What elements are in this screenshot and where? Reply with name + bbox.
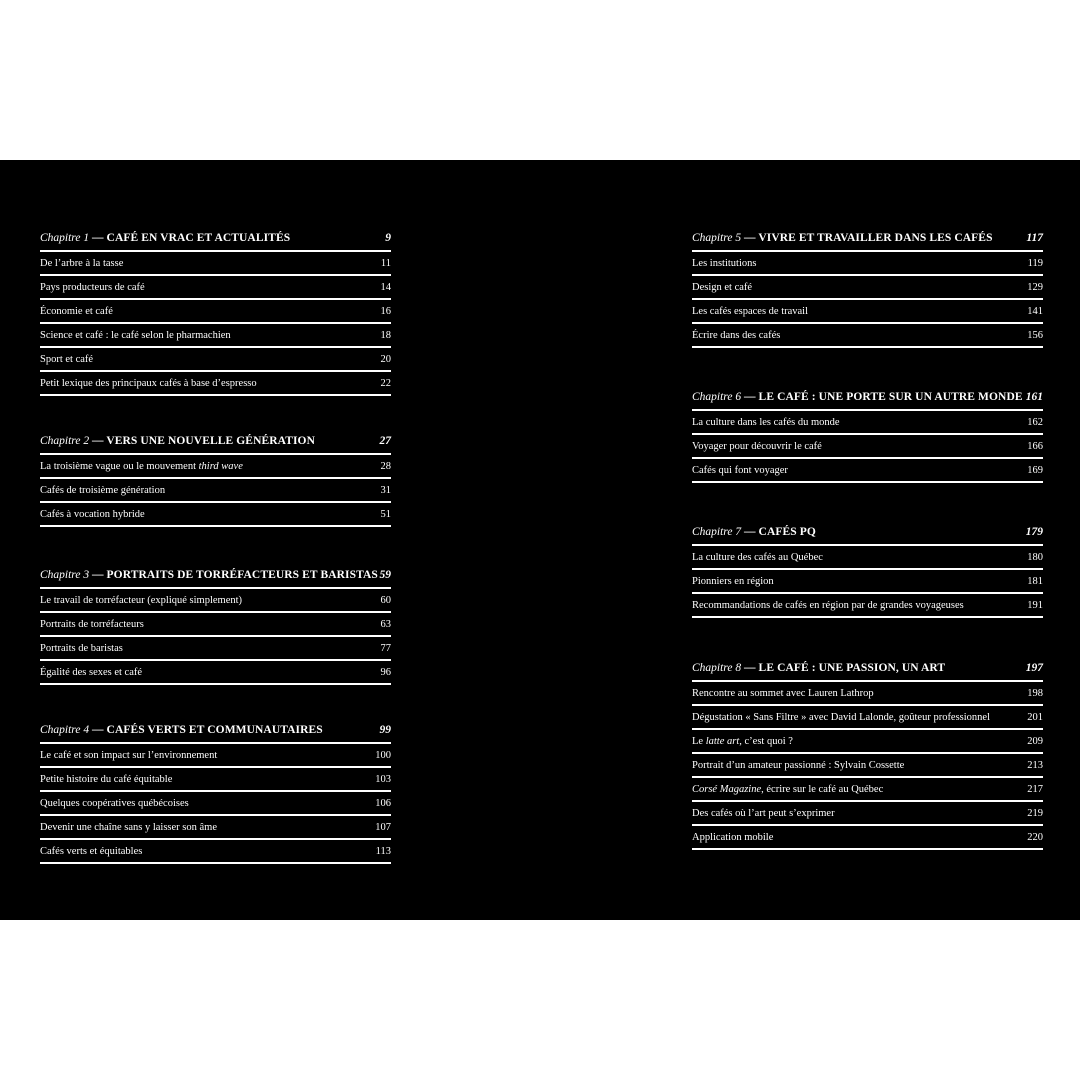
entry-title: Quelques coopératives québécoises (40, 798, 189, 809)
entry-title: La culture dans les cafés du monde (692, 417, 840, 428)
entry-page: 60 (380, 595, 391, 606)
book-spread (0, 160, 1080, 920)
entry-title: Cafés à vocation hybride (40, 509, 145, 520)
entry-title: Cafés qui font voyager (692, 465, 788, 476)
toc-entry (40, 816, 391, 840)
toc-entry (692, 730, 1043, 754)
entry-page: 63 (380, 619, 391, 630)
entry-title: Économie et café (40, 306, 113, 317)
chapter-5 (692, 231, 1043, 348)
entry-title: Écrire dans des cafés (692, 330, 781, 341)
chapter-number: Chapitre 3 (40, 569, 90, 581)
chapter-4 (40, 723, 391, 864)
toc-entry (40, 300, 391, 324)
entry-title: Recommandations de cafés en région par de grandes voyageuses (692, 600, 964, 611)
entry-page: 191 (1027, 600, 1043, 611)
entry-page: 28 (380, 461, 391, 472)
chapter-number: Chapitre 8 (692, 662, 742, 674)
chapter-heading: Chapitre 4 — CAFÉS VERTS ET COMMUNAUTAIRES 99 (40, 723, 391, 744)
entry-title: Devenir une chaîne sans y laisser son âme (40, 822, 217, 833)
toc-entry (692, 411, 1043, 435)
entry-title: Les institutions (692, 258, 757, 269)
entry-page: 113 (375, 846, 391, 857)
chapter-heading: Chapitre 3 — PORTRAITS DE TORRÉFACTEURS ET BARISTAS 59 (40, 568, 391, 589)
entry-title: Dégustation « Sans Filtre » avec David Lalonde, goûteur professionnel (692, 712, 991, 723)
entry-page: 22 (380, 378, 391, 389)
entry-page: 103 (375, 774, 391, 785)
chapter-heading: Chapitre 5 — VIVRE ET TRAVAILLER DANS LES CAFÉS 117 (692, 231, 1043, 252)
entry-page: 213 (1027, 760, 1043, 771)
toc-entry (692, 252, 1043, 276)
toc-entry (40, 503, 391, 527)
toc-entry (692, 594, 1043, 618)
chapter-8 (692, 661, 1043, 850)
chapter-2 (40, 434, 391, 527)
entry-title: Sport et café (40, 354, 94, 365)
entry-page: 18 (380, 330, 391, 341)
toc-entry (40, 324, 391, 348)
entry-title: Portrait d’un amateur passionné : Sylvain Cossette (692, 760, 905, 771)
chapter-1 (40, 231, 391, 396)
entry-title: Petit lexique des principaux cafés à base d’espresso (40, 378, 257, 389)
toc-entry (692, 546, 1043, 570)
entry-title: Corsé Magazine, écrire sur le café au Québec (692, 784, 884, 795)
chapter-page: 161 (1025, 391, 1043, 403)
toc-entry (692, 459, 1043, 483)
toc-entry (692, 276, 1043, 300)
entry-page: 220 (1027, 832, 1043, 843)
chapter-heading: Chapitre 2 — VERS UNE NOUVELLE GÉNÉRATION 27 (40, 434, 391, 455)
entry-title: Cafés de troisième génération (40, 485, 166, 496)
chapter-title: CAFÉS VERTS ET COMMUNAUTAIRES (106, 724, 323, 736)
entry-title: Pionniers en région (692, 576, 774, 587)
entry-page: 20 (380, 354, 391, 365)
entry-page: 198 (1027, 688, 1043, 699)
toc-entry (40, 792, 391, 816)
entry-title: Le travail de torréfacteur (expliqué simplement) (40, 595, 243, 606)
chapter-3 (40, 568, 391, 685)
toc-entry (692, 826, 1043, 850)
chapter-title: CAFÉ EN VRAC ET ACTUALITÉS (106, 232, 291, 244)
chapter-title: VERS UNE NOUVELLE GÉNÉRATION (106, 435, 316, 447)
toc-entry (40, 372, 391, 396)
entry-page: 14 (380, 282, 391, 293)
toc-entry (40, 479, 391, 503)
entry-page: 16 (380, 306, 391, 317)
chapter-title: PORTRAITS DE TORRÉFACTEURS ET BARISTAS (106, 569, 378, 581)
toc-entry (40, 276, 391, 300)
chapter-page: 9 (385, 232, 391, 244)
entry-title: Portraits de torréfacteurs (40, 619, 144, 630)
toc-entry (692, 754, 1043, 778)
entry-page: 162 (1027, 417, 1043, 428)
entry-title: Portraits de baristas (40, 643, 123, 654)
entry-title: Pays producteurs de café (40, 282, 145, 293)
entry-page: 129 (1027, 282, 1043, 293)
chapter-number: Chapitre 2 (40, 435, 90, 447)
entry-page: 180 (1027, 552, 1043, 563)
entry-page: 201 (1027, 712, 1043, 723)
chapter-page: 59 (379, 569, 391, 581)
entry-page: 219 (1027, 808, 1043, 819)
toc-entry (692, 682, 1043, 706)
entry-page: 100 (375, 750, 391, 761)
entry-page: 106 (375, 798, 391, 809)
chapter-title: VIVRE ET TRAVAILLER DANS LES CAFÉS (758, 232, 993, 244)
chapter-title: LE CAFÉ : UNE PASSION, UN ART (758, 662, 946, 674)
chapter-heading: Chapitre 1 — CAFÉ EN VRAC ET ACTUALITÉS 9 (40, 231, 391, 252)
toc-entry (40, 613, 391, 637)
chapter-page: 179 (1025, 526, 1043, 538)
entry-page: 107 (375, 822, 391, 833)
entry-page: 141 (1027, 306, 1043, 317)
entry-page: 51 (380, 509, 391, 520)
entry-title: Le latte art, c’est quoi ? (692, 736, 793, 747)
entry-page: 169 (1027, 465, 1043, 476)
chapter-heading: Chapitre 8 — LE CAFÉ : UNE PASSION, UN ART 197 (692, 661, 1043, 682)
toc-entry (40, 455, 391, 479)
chapter-page: 197 (1025, 662, 1043, 674)
toc-entry (40, 840, 391, 864)
toc-entry (692, 706, 1043, 730)
toc-entry (692, 300, 1043, 324)
toc-entry (692, 778, 1043, 802)
entry-title: Cafés verts et équitables (40, 846, 143, 857)
entry-title: La troisième vague ou le mouvement third wave (40, 461, 243, 472)
chapter-number: Chapitre 5 (692, 232, 742, 244)
chapter-page: 117 (1026, 232, 1043, 244)
chapter-number: Chapitre 4 (40, 724, 90, 736)
entry-title: Rencontre au sommet avec Lauren Lathrop (692, 688, 874, 699)
entry-page: 181 (1027, 576, 1043, 587)
entry-page: 217 (1027, 784, 1043, 795)
chapter-6 (692, 390, 1043, 483)
chapter-heading: Chapitre 7 — CAFÉS PQ 179 (692, 525, 1043, 546)
entry-page: 77 (380, 643, 391, 654)
chapter-heading: Chapitre 6 — LE CAFÉ : UNE PORTE SUR UN AUTRE MONDE 161 (692, 390, 1043, 411)
toc-entry (692, 435, 1043, 459)
entry-page: 156 (1027, 330, 1043, 341)
entry-page: 31 (380, 485, 391, 496)
entry-title: Égalité des sexes et café (40, 667, 143, 678)
entry-title: La culture des cafés au Québec (692, 552, 823, 563)
toc-entry (692, 324, 1043, 348)
chapter-title: LE CAFÉ : UNE PORTE SUR UN AUTRE MONDE (758, 391, 1023, 403)
entry-title: Petite histoire du café équitable (40, 774, 173, 785)
entry-page: 96 (380, 667, 391, 678)
toc-entry (40, 768, 391, 792)
entry-title: Des cafés où l’art peut s’exprimer (692, 808, 835, 819)
entry-title: Voyager pour découvrir le café (692, 441, 822, 452)
toc-entry (40, 252, 391, 276)
toc-entry (40, 589, 391, 613)
chapter-page: 27 (379, 435, 391, 447)
chapter-number: Chapitre 6 (692, 391, 742, 403)
entry-page: 166 (1027, 441, 1043, 452)
toc-entry (692, 570, 1043, 594)
entry-title: Les cafés espaces de travail (692, 306, 809, 317)
chapter-page: 99 (379, 724, 391, 736)
entry-page: 209 (1027, 736, 1043, 747)
chapter-title: CAFÉS PQ (758, 526, 816, 538)
entry-title: Application mobile (692, 832, 774, 843)
toc-entry (40, 661, 391, 685)
entry-title: Science et café : le café selon le pharmachien (40, 330, 231, 341)
entry-page: 119 (1027, 258, 1043, 269)
entry-title: Le café et son impact sur l’environnement (40, 750, 218, 761)
chapter-number: Chapitre 1 (40, 232, 90, 244)
entry-page: 11 (380, 258, 391, 269)
chapter-number: Chapitre 7 (692, 526, 742, 538)
chapter-7 (692, 525, 1043, 618)
toc-entry (40, 637, 391, 661)
toc-entry (692, 802, 1043, 826)
toc-entry (40, 744, 391, 768)
entry-title: Design et café (692, 282, 753, 293)
toc-entry (40, 348, 391, 372)
entry-title: De l’arbre à la tasse (40, 258, 124, 269)
